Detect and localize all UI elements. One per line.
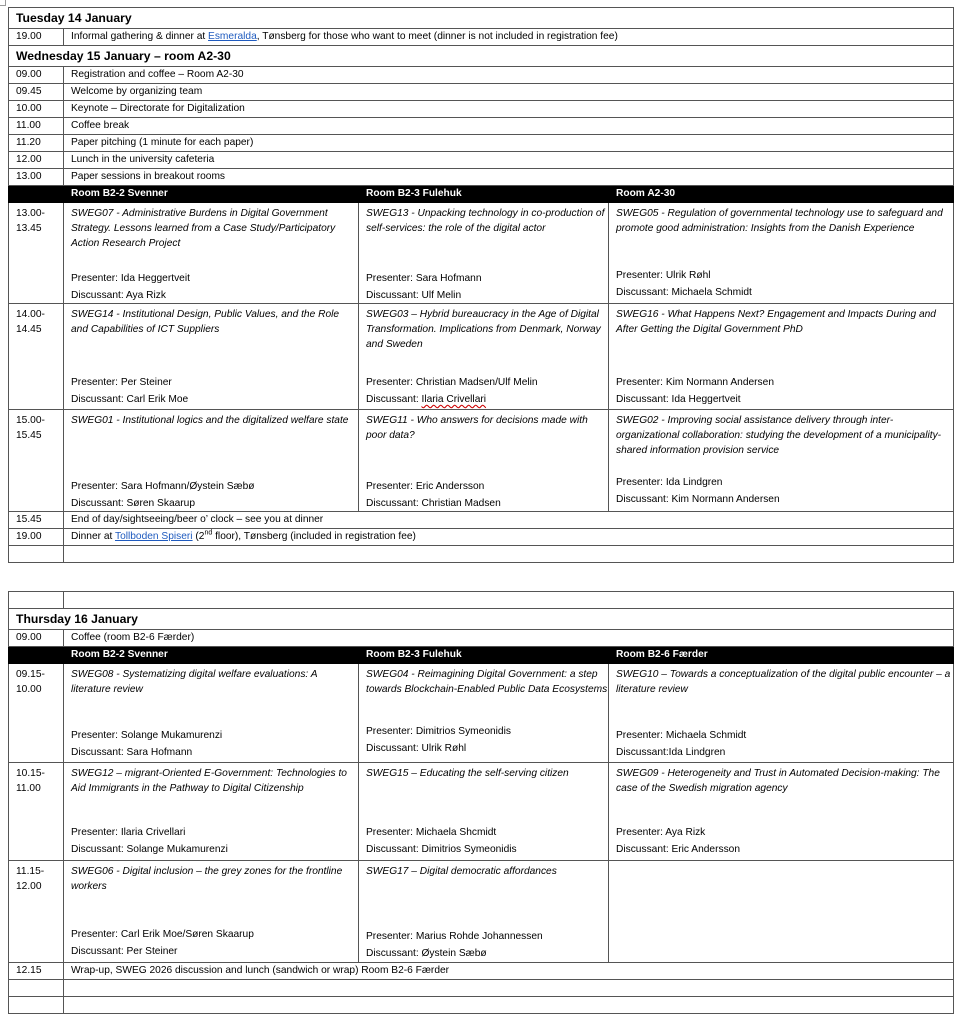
presenter: Presenter: Michaela Shcmidt [366,827,497,838]
paper-title: SWEG07 - Administrative Burdens in Digital Government Strategy. Lessons learned from a Case Study/Participatory Action Research Project [71,208,336,249]
tollboden-spiseri-link[interactable]: Tollboden Spiseri [114,531,193,542]
discussant: Discussant: Christian Madsen [366,498,501,509]
presenter: Presenter: Per Steiner [71,377,172,388]
session-time: 14.00- 14.45 [9,304,64,410]
time-cell: 11.00 [9,118,64,135]
activity-cell: Paper pitching (1 minute for each paper) [64,135,954,152]
presenter: Presenter: Ilaria Crivellari [71,827,186,838]
paper-cell [64,410,359,512]
schedule-row [9,169,954,186]
schedule-row [9,101,954,118]
paper-cell [609,664,954,763]
schedule-table-tuesday-wednesday [8,7,954,563]
paper-cell [64,304,359,410]
presenter: Presenter: Kim Normann Andersen [616,377,774,388]
room-header-fulehuk: Room B2-3 Fulehuk [359,647,609,664]
time-cell: 13.00 [9,169,64,186]
session-time: 13.00- 13.45 [9,203,64,304]
paper-title: SWEG12 – migrant-Oriented E-Government: Technologies to Aid Immigrants in the Pathway to Digital Citizenship [71,768,347,794]
paper-cell [359,664,609,763]
activity-cell: Welcome by organizing team [64,84,954,101]
esmeralda-link[interactable]: Esmeralda [208,31,257,42]
session-row [9,304,954,410]
discussant: Discussant: Kim Normann Andersen [616,494,780,505]
session-time: 10.15- 11.00 [9,763,64,861]
discussant: Discussant:Ida Lindgren [616,747,726,758]
paper-cell [609,304,954,410]
discussant: Discussant: Ulrik Røhl [366,743,467,754]
discussant: Discussant: Aya Rizk [71,290,166,301]
presenter: Presenter: Ida Heggertveit [71,273,190,284]
paper-title: SWEG09 - Heterogeneity and Trust in Automated Decision-making: The case of the Swedish migration agency [616,768,940,794]
time-cell: 11.20 [9,135,64,152]
presenter: Presenter: Christian Madsen/Ulf Melin [366,377,538,388]
day-heading-tuesday: Tuesday 14 January [9,8,954,29]
schedule-row [9,512,954,529]
presenter: Presenter: Carl Erik Moe/Søren Skaarup [71,929,254,940]
paper-cell [609,763,954,861]
paper-title: SWEG11 - Who answers for decisions made with poor data? [366,415,588,441]
presenter: Presenter: Michaela Schmidt [616,730,747,741]
room-header-faerder: Room B2-6 Færder [609,647,954,664]
time-cell: 09.45 [9,84,64,101]
activity-cell: Informal gathering & dinner at Esmeralda, Tønsberg for those who want to meet (dinner is not included in registration fee) [64,29,954,46]
paper-cell-empty [609,861,954,963]
presenter: Presenter: Aya Rizk [616,827,706,838]
paper-cell [64,763,359,861]
presenter: Presenter: Eric Andersson [366,481,485,492]
paper-title: SWEG02 - Improving social assistance delivery through inter-organizational collaboration: studying the development of a municipality-shared information provision service [616,415,942,456]
paper-title: SWEG17 – Digital democratic affordances [366,866,557,877]
session-time: 11.15- 12.00 [9,861,64,963]
activity-cell: Wrap-up, SWEG 2026 discussion and lunch (sandwich or wrap) Room B2-6 Færder [64,963,954,980]
day-heading-thursday: Thursday 16 January [9,609,954,630]
activity-cell: Keynote – Directorate for Digitalization [64,101,954,118]
activity-cell: Registration and coffee – Room A2-30 [64,67,954,84]
schedule-row [9,135,954,152]
session-row [9,410,954,512]
room-header-fulehuk: Room B2-3 Fulehuk [359,186,609,203]
paper-title: SWEG16 - What Happens Next? Engagement and Impacts During and After Getting the Digital Government PhD [616,309,936,335]
discussant: Discussant: Dimitrios Symeonidis [366,844,517,855]
room-header-row [9,186,954,203]
paper-cell [64,664,359,763]
discussant: Discussant: Ida Heggertveit [616,394,741,405]
schedule-table-thursday [8,591,954,1014]
paper-title: SWEG08 - Systematizing digital welfare evaluations: A literature review [71,669,318,695]
paper-cell [359,304,609,410]
presenter: Presenter: Dimitrios Symeonidis [366,726,511,737]
schedule-row [9,152,954,169]
activity-cell: End of day/sightseeing/beer o’ clock – see you at dinner [64,512,954,529]
presenter: Presenter: Sara Hofmann/Øystein Sæbø [71,481,255,492]
paper-cell [359,203,609,304]
empty-row [9,592,954,609]
time-cell: 19.00 [9,529,64,546]
discussant: Discussant: Sara Hofmann [71,747,193,758]
paper-title: SWEG01 - Institutional logics and the digitalized welfare state [71,415,349,426]
session-time: 15.00- 15.45 [9,410,64,512]
schedule-row [9,630,954,647]
paper-title: SWEG10 – Towards a conceptualization of the digital public encounter – a literature review [616,669,951,695]
room-header-empty [9,647,64,664]
room-header-a2-30: Room A2-30 [609,186,954,203]
discussant: Discussant: Solange Mukamurenzi [71,844,228,855]
activity-cell: Lunch in the university cafeteria [64,152,954,169]
session-row [9,203,954,304]
empty-row [9,546,954,563]
time-cell: 12.00 [9,152,64,169]
activity-cell: Coffee break [64,118,954,135]
paper-cell [609,203,954,304]
room-header-svenner: Room B2-2 Svenner [64,647,359,664]
time-cell: 19.00 [9,29,64,46]
paper-title: SWEG14 - Institutional Design, Public Values, and the Role and Capabilities of ICT Suppliers [71,309,340,335]
activity-cell: Paper sessions in breakout rooms [64,169,954,186]
schedule-row [9,84,954,101]
time-cell: 15.45 [9,512,64,529]
discussant: Discussant: Øystein Sæbø [366,948,487,959]
paper-title: SWEG05 - Regulation of governmental technology use to safeguard and promote good administration: Insights from the Danish Experience [616,208,943,234]
paper-title: SWEG04 - Reimagining Digital Government: a step towards Blockchain-Enabled Public Data Ecosystems [366,669,608,695]
paper-cell [359,410,609,512]
discussant: Discussant: Eric Andersson [616,844,741,855]
room-header-empty [9,186,64,203]
discussant: Discussant: Ulf Melin [366,290,462,301]
paper-cell [64,861,359,963]
schedule-row [9,529,954,546]
paper-cell [609,410,954,512]
day-heading-wednesday: Wednesday 15 January – room A2-30 [9,46,954,67]
time-cell: 12.15 [9,963,64,980]
session-time: 09.15- 10.00 [9,664,64,763]
presenter: Presenter: Sara Hofmann [366,273,482,284]
paper-cell [359,861,609,963]
paper-title: SWEG06 - Digital inclusion – the grey zones for the frontline workers [71,866,343,892]
activity-cell: Dinner at Tollboden Spiseri (2nd floor), Tønsberg (included in registration fee) [64,529,954,546]
time-cell: 09.00 [9,67,64,84]
activity-cell: Coffee (room B2-6 Færder) [64,630,954,647]
empty-row [9,980,954,997]
paper-cell [64,203,359,304]
schedule-row [9,67,954,84]
discussant: Discussant: Søren Skaarup [71,498,196,509]
presenter: Presenter: Marius Rohde Johannessen [366,931,543,942]
schedule-row [9,963,954,980]
room-header-row [9,647,954,664]
paper-title: SWEG13 - Unpacking technology in co-production of self-services: the role of the digital actor [366,208,605,234]
paper-title: SWEG15 – Educating the self-serving citizen [366,768,569,779]
room-header-svenner: Room B2-2 Svenner [64,186,359,203]
paper-cell [359,763,609,861]
presenter: Presenter: Solange Mukamurenzi [71,730,223,741]
discussant: Discussant: Michaela Schmidt [616,287,752,298]
presenter: Presenter: Ulrik Røhl [616,270,711,281]
session-row [9,664,954,763]
empty-row [9,997,954,1014]
paper-title: SWEG03 – Hybrid bureaucracy in the Age of Digital Transformation. Implications from Denmark, Norway and Sweden [366,309,601,350]
time-cell: 09.00 [9,630,64,647]
time-cell: 10.00 [9,101,64,118]
schedule-row [9,29,954,46]
discussant: Discussant: Carl Erik Moe [71,394,189,405]
discussant: Discussant: Ilaria Crivellari [366,394,487,405]
session-row [9,861,954,963]
schedule-row [9,118,954,135]
presenter: Presenter: Ida Lindgren [616,477,723,488]
session-row [9,763,954,861]
page-corner-mark [0,0,6,6]
discussant: Discussant: Per Steiner [71,946,178,957]
